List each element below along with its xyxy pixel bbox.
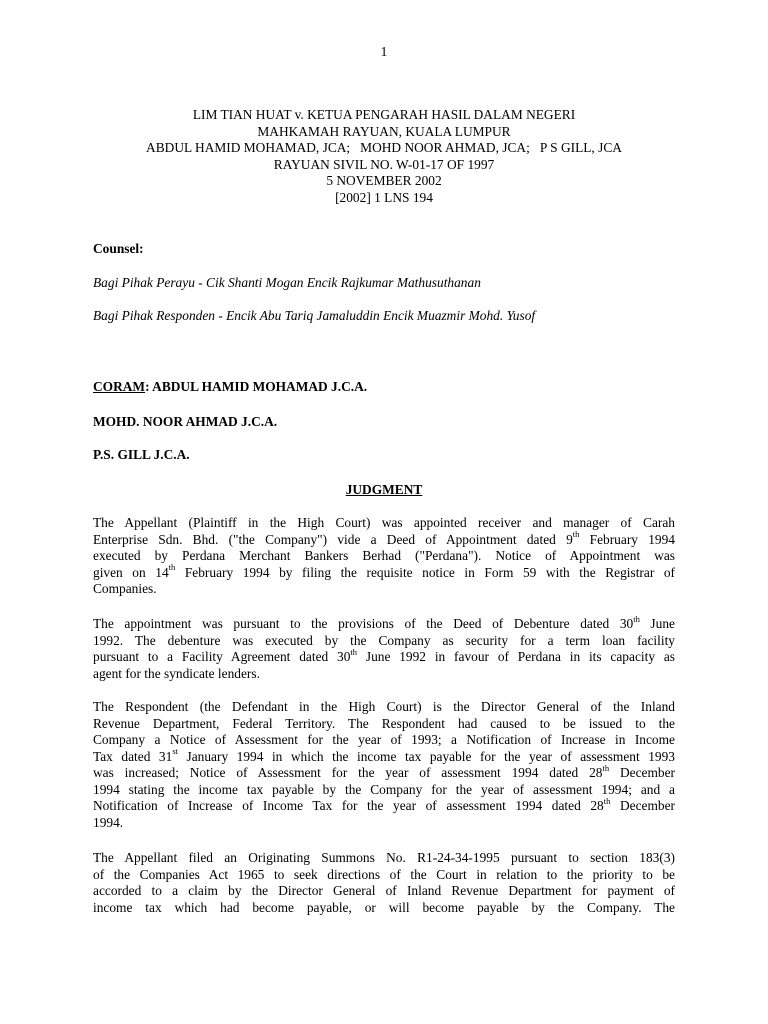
p2-line: agent for the syndicate lenders. — [93, 665, 260, 681]
p4-line: The Appellant filed an Originating Summons No. R1-24-34-1995 pursuant to section 183(3) — [93, 850, 675, 865]
judgment-date: 5 NOVEMBER 2002 — [326, 173, 442, 188]
coram-line — [93, 379, 675, 395]
p2-line: The appointment was pursuant to the provisions of the Deed of Debenture dated 30th June — [93, 613, 675, 631]
p2-line: 1992. The debenture was executed by the Company as security for a term loan facility — [93, 632, 675, 648]
coram-judge-1: : ABDUL HAMID MOHAMAD J.C.A. — [145, 379, 368, 394]
page-number: 1 — [380, 44, 388, 59]
p3-line: The Respondent (the Defendant in the High Court) is the Director General of the Inland — [93, 699, 675, 714]
p4-line: of the Companies Act 1965 to seek directions of the Court in relation to the priority to be — [93, 866, 675, 882]
p3-line: 1994. — [93, 814, 124, 830]
p3-line: Tax dated 31st January 1994 in which the income tax payable for the year of assessment 1993 — [93, 746, 676, 764]
p4-line: accorded to a claim by the Director General of Inland Revenue Department for payment of — [93, 883, 675, 898]
p1-line: given on 14th February 1994 by filing the requisite notice in Form 59 with the Registrar of — [93, 562, 675, 580]
p1-line: Enterprise Sdn. Bhd. ("the Company") vide a Deed of Appointment dated 9th February 1994 — [93, 529, 675, 547]
citation: [2002] 1 LNS 194 — [335, 189, 433, 205]
p3-line: was increased; Notice of Assessment for the year of assessment 1994 dated 28th December — [93, 762, 675, 780]
p3-line: Notification of Increase of Income Tax for the year of assessment 1994 dated 28th December — [93, 795, 675, 813]
paragraph-3 — [93, 699, 675, 831]
paragraph-2 — [93, 613, 675, 682]
p4-line: income tax which had become payable, or will become payable by the Company. The — [93, 899, 675, 915]
court-name: MAHKAMAH RAYUAN, KUALA LUMPUR — [257, 123, 511, 139]
p3-line: Revenue Department, Federal Territory. The Respondent had caused to be issued to the — [93, 715, 675, 731]
case-title: LIM TIAN HUAT v. KETUA PENGARAH HASIL DALAM NEGERI — [192, 107, 576, 122]
paragraph-4 — [93, 850, 675, 916]
counsel-appellant: Bagi Pihak Perayu - Cik Shanti Mogan Encik Rajkumar Mathusuthanan — [93, 275, 481, 290]
p2-line: pursuant to a Facility Agreement dated 30th June 1992 in favour of Perdana in its capacity as — [93, 646, 675, 664]
appeal-number: RAYUAN SIVIL NO. W-01-17 OF 1997 — [273, 156, 495, 172]
coram-judge-2: MOHD. NOOR AHMAD J.C.A. — [93, 414, 278, 429]
coram-label: CORAM — [93, 379, 146, 394]
judgment-title: JUDGMENT — [345, 482, 423, 497]
paragraph-1 — [93, 515, 675, 598]
coram-judge-3: P.S. GILL J.C.A. — [93, 447, 190, 462]
p1-line: executed by Perdana Merchant Bankers Berhad ("Perdana"). Notice of Appointment was — [93, 548, 675, 563]
p3-line: Company a Notice of Assessment for the year of 1993; a Notification of Increase in Income — [93, 732, 675, 747]
counsel-label: Counsel: — [93, 241, 144, 256]
counsel-respondent: Bagi Pihak Responden - Encik Abu Tariq Jamaluddin Encik Muazmir Mohd. Yusof — [93, 308, 536, 323]
p3-line: 1994 stating the income tax payable by the Company for the year of assessment 1994; and a — [93, 781, 675, 797]
judges-line: ABDUL HAMID MOHAMAD, JCA; MOHD NOOR AHMAD, JCA; P S GILL, JCA — [146, 140, 622, 155]
p1-line: The Appellant (Plaintiff in the High Court) was appointed receiver and manager of Carah — [93, 515, 675, 530]
case-header — [0, 107, 768, 206]
p1-line: Companies. — [93, 581, 157, 596]
